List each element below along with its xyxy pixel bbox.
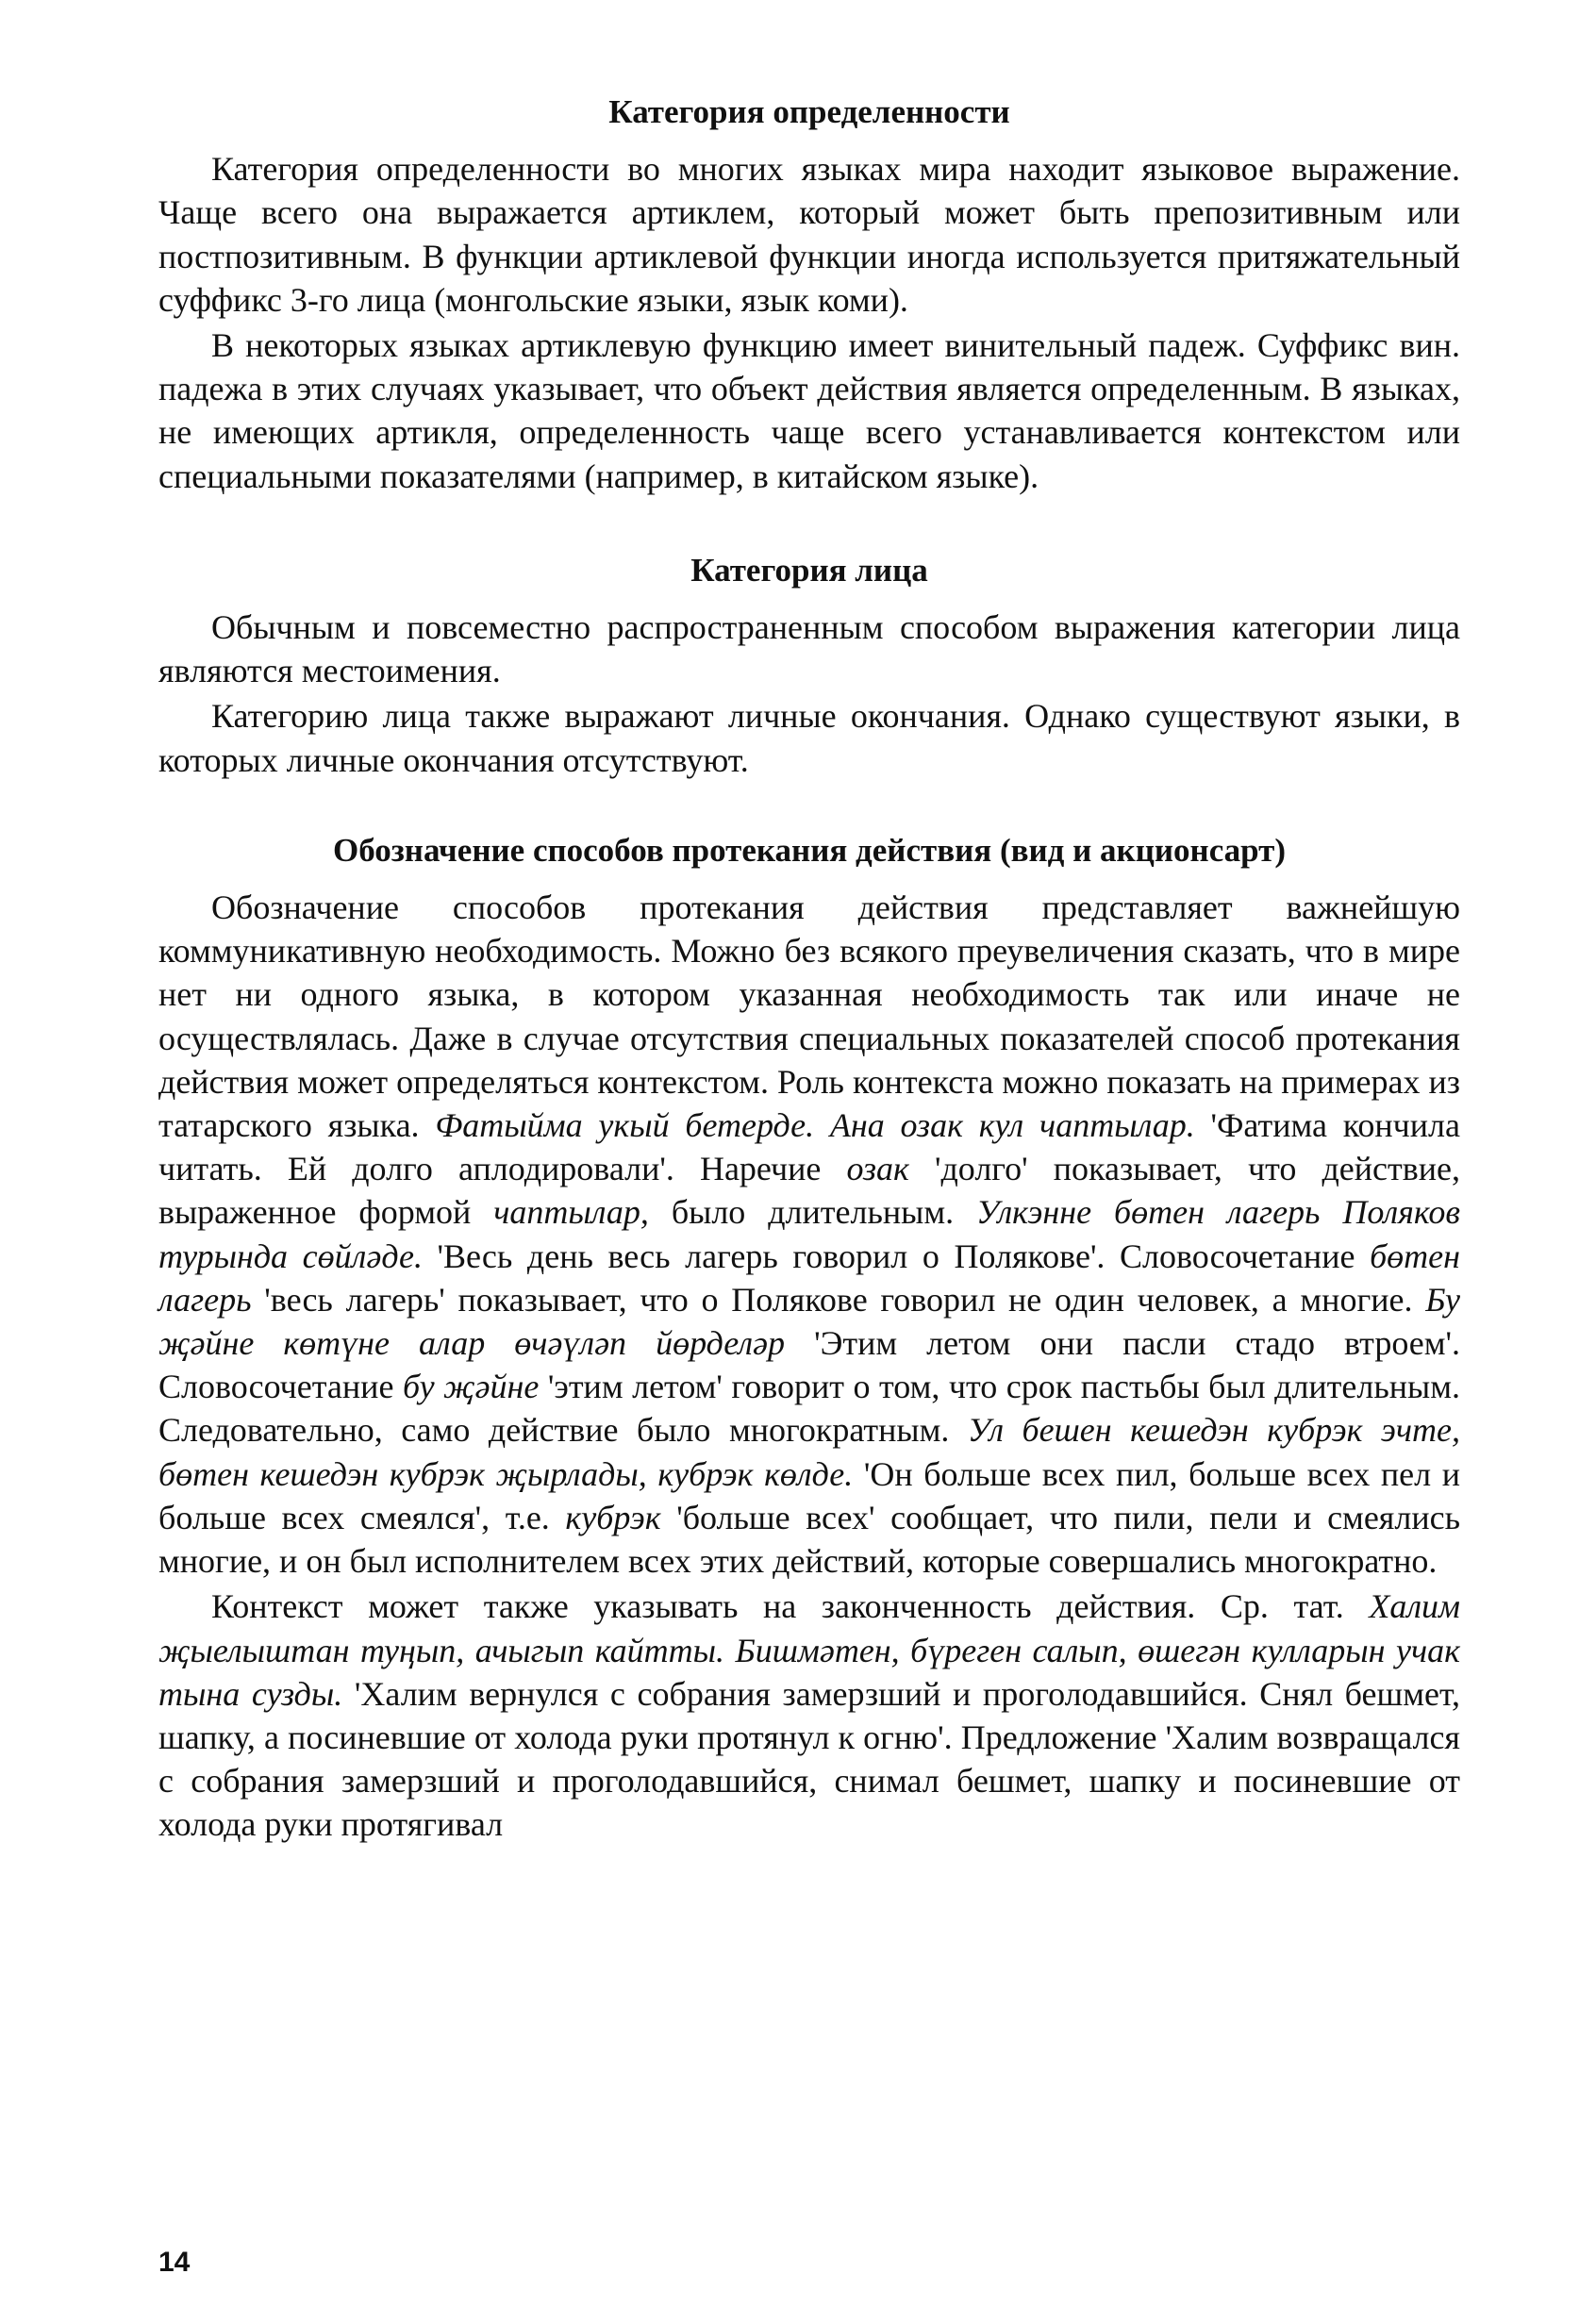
section-heading-person: Категория лица xyxy=(690,551,928,589)
paragraph: Категорию лица также выражают личные окончания. Однако существуют языки, в которых личные окончания отсутствуют. xyxy=(158,697,1460,779)
document-page xyxy=(158,91,1460,1849)
example-italic: Халим җыелыштан туңып, ачыгып кайтты. Бишмәтен, бүреген салып, өшегән кулларын учак тына сузды. xyxy=(158,1587,1460,1713)
text-run: 'Весь день весь лагерь говорил о Полякове'. Словосочетание xyxy=(422,1236,1371,1275)
example-italic: Фатыйма укый бетерде. Ана озак кул чаптылар. xyxy=(435,1106,1195,1145)
example-italic: чаптылар, xyxy=(493,1193,649,1232)
example-italic: Бу җәйне көтүне алар өчәүләп йөрделәр xyxy=(158,1280,1460,1363)
page-number: 14 xyxy=(158,2247,191,2278)
example-italic: Улкэнне бөтен лагерь Поляков турында сөйләде. xyxy=(158,1193,1460,1275)
section-heading-aspect: Обозначение способов протекания действия (вид и акционсарт) xyxy=(332,831,1287,869)
example-italic: Ул бешен кешедэн кубрэк эчте, бөтен кешедэн кубрэк җырлады, кубрэк көлде. xyxy=(158,1411,1461,1493)
text-run: 'этим летом' говорит о том, что срок пастьбы был длительным. Следовательно, само действие было многократным. xyxy=(158,1368,1461,1450)
example-italic: кубрэк xyxy=(565,1498,661,1536)
text-run: Обозначение способов протекания действия представляет важнейшую коммуникативную необходимость. Можно без всякого преувеличения сказать, что в мире нет ни одного языка, в котором указанная необходимость так или иначе не осуществлялась. Даже в случае отсутствия специальных показателей способ протекания действия может определяться контекстом. Роль контекста можно показать на примерах из татарского языка. xyxy=(158,888,1460,1145)
text-run: было длительным. xyxy=(648,1193,977,1232)
text-run: 'Он больше всех пил, больше всех пел и больше всех смеялся', т.е. xyxy=(158,1454,1460,1536)
paragraph: В некоторых языках артиклевую функцию имеет винительный падеж. Суффикс вин. падежа в этих случаях указывает, что объект действия является определенным. В языках, не имеющих артикля, определенность чаще всего устанавливается контекстом или специальными показателями (например, в китайском языке). xyxy=(158,326,1460,495)
text-run: 'Этим летом они пасли стадо втроем'. Словосочетание xyxy=(158,1324,1460,1406)
text-run: 'Халим вернулся с собрания замерзший и проголодавшийся. Снял бешмет, шапку, а посиневшие от холода руки протянул к огню'. Предложение 'Халим возвращался с собрания замерзший и проголодавшийся, снимал бешмет, шапку и посиневшие от холода руки протягивал xyxy=(158,1674,1460,1844)
example-italic: озак xyxy=(846,1150,909,1188)
section-heading-definiteness: Категория определенности xyxy=(608,93,1010,130)
text-run: 'долго' показывает, что действие, выраженное формой xyxy=(158,1150,1460,1232)
paragraph-completion-example xyxy=(158,1585,1460,1846)
example-italic: бөтен лагерь xyxy=(158,1236,1461,1319)
paragraph: Категория определенности во многих языках мира находит языковое выражение. Чаще всего она выражается артиклем, который может быть препозитивным или постпозитивным. В функции артиклевой функции иногда используется притяжательный суффикс 3-го лица (монгольские языки, язык коми). xyxy=(158,150,1460,319)
text-run: 'больше всех' сообщает, что пили, пели и смеялись многие, и он был исполнителем всех этих действий, которые совершались многократно. xyxy=(158,1498,1460,1581)
example-italic: бу җәйне xyxy=(402,1368,540,1406)
paragraph: Обычным и повсеместно распространенным способом выражения категории лица являются местоимения. xyxy=(158,608,1460,690)
text-run: Контекст может также указывать на законченность действия. Ср. тат. xyxy=(211,1587,1370,1626)
paragraph-aspect-examples xyxy=(158,886,1460,1583)
text-run: 'весь лагерь' показывает, что о Полякове говорил не один человек, а многие. xyxy=(251,1280,1426,1319)
text-run: 'Фатима кончила читать. Ей долго аплодировали'. Наречие xyxy=(158,1106,1460,1188)
